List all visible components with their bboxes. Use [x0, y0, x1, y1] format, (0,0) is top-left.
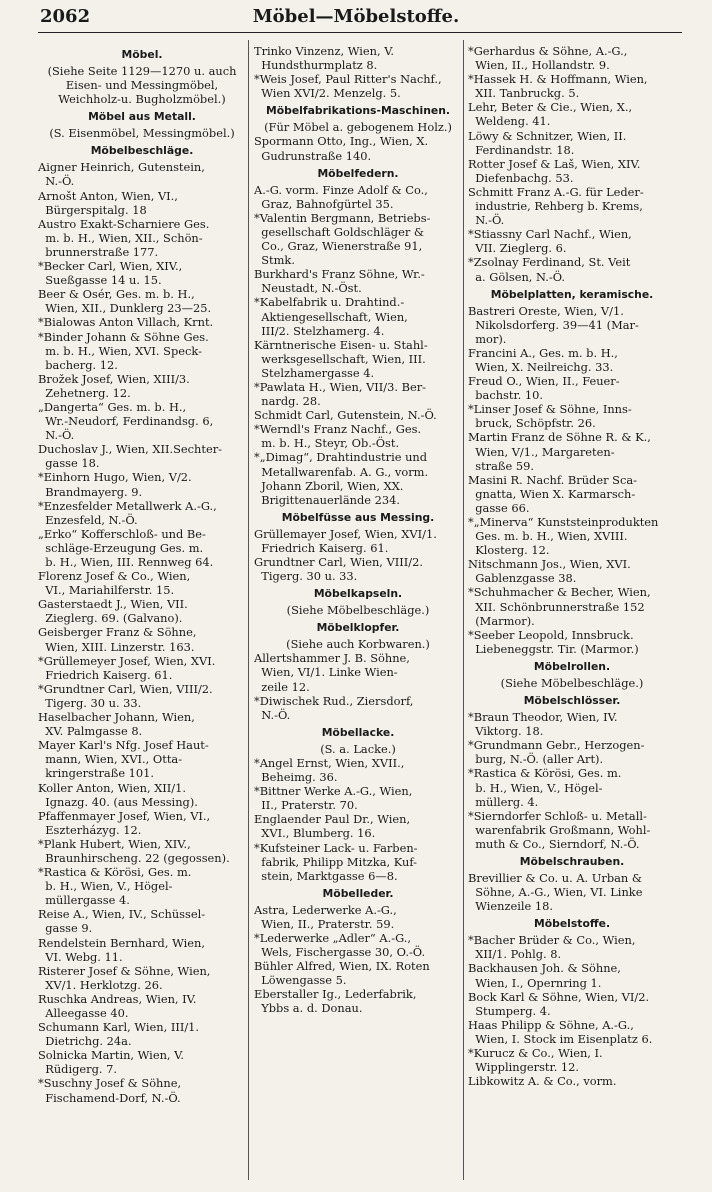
entry-line: *Seeber Leopold, Innsbruck. [468, 627, 634, 642]
entry-line: *Linser Josef & Söhne, Inns- [468, 402, 632, 417]
section-note: Weichholz-u. Bugholzmöbel.) [58, 92, 226, 107]
entry-line: *Schuhmacher & Becher, Wien, [468, 585, 651, 600]
entry-line: Wien, V/1., Margareten- [468, 444, 615, 459]
entry-line: Brevillier & Co. u. A. Urban & [468, 870, 643, 885]
entry-line: Tigerg. 30 u. 33. [38, 695, 142, 710]
column-divider [248, 40, 249, 1180]
entry-line: kringerstraße 101. [38, 766, 155, 781]
entry-line: Rotter Josef & Laš, Wien, XIV. [468, 156, 641, 171]
section-heading: Möbelkapseln. [313, 587, 403, 601]
entry-line: *Zsolnay Ferdinand, St. Veit [468, 255, 631, 270]
entry-line: a. Gölsen, N.-Ö. [468, 269, 566, 284]
section-note: Eisen- und Messingmöbel, [65, 78, 219, 93]
entry-line: Friedrich Kaiserg. 61. [38, 667, 173, 682]
entry-line: Beer & Osér, Ges. m. b. H., [38, 287, 195, 302]
entry-line: Duchoslav J., Wien, XII.Sechter- [38, 442, 222, 457]
entry-line: Wels, Fischergasse 30, O.-Ö. [254, 945, 426, 960]
entry-line: Florenz Josef & Co., Wien, [38, 569, 191, 584]
entry-line: Metallwarenfab. A. G., vorm. [254, 464, 429, 479]
entry-line: muth & Co., Sierndorf, N.-Ö. [468, 836, 640, 851]
entry-line: Zehetnerg. 12. [38, 385, 131, 400]
entry-line: *Sierndorfer Schloß- u. Metall- [468, 808, 647, 823]
entry-line: *Weis Josef, Paul Ritter's Nachf., [254, 72, 442, 87]
entry-line: *Bialowas Anton Villach, Krnt. [38, 315, 214, 330]
section-heading: Möbelfabrikations-Maschinen. [265, 104, 451, 118]
entry-line: Astra, Lederwerke A.-G., [254, 902, 397, 917]
entry-line: stein, Marktgasse 6—8. [254, 868, 398, 883]
entry-line: Gablenzgasse 38. [468, 571, 577, 586]
entry-line: II., Praterstr. 70. [254, 798, 358, 813]
entry-line: zeile 12. [254, 679, 310, 694]
entry-line: Weldeng. 41. [468, 114, 551, 129]
entry-line: Graz, Bahnofgürtel 35. [254, 196, 394, 211]
entry-line: (Marmor). [468, 613, 535, 628]
entry-line: VII. Zieglerg. 6. [468, 241, 567, 256]
entry-line: Bock Karl & Söhne, Wien, VI/2. [468, 989, 650, 1004]
entry-line: Mayer Karl's Nfg. Josef Haut- [38, 738, 209, 753]
entry-line: Burkhard's Franz Söhne, Wr.- [254, 267, 425, 282]
entry-line: Aktiengesellschaft, Wien, [254, 309, 408, 324]
entry-line: Wr.-Neudorf, Ferdinandsg. 6, [38, 414, 214, 429]
entry-line: bruck, Schöpfstr. 26. [468, 416, 596, 431]
entry-line: Hundsthurmplatz 8. [254, 58, 378, 73]
section-heading: Möbellacke. [321, 725, 395, 739]
entry-line: b. H., Wien, III. Rennweg 64. [38, 555, 214, 569]
entry-line: *Plank Hubert, Wien, XIV., [38, 836, 191, 851]
entry-line: Ges. m. b. H., Wien, XVIII. [468, 529, 628, 544]
entry-line: Lehr, Beter & Cie., Wien, X., [468, 100, 633, 115]
entry-line: Söhne, A.-G., Wien, VI. Linke [468, 885, 643, 900]
entry-line: Brandmayerg. 9. [38, 484, 143, 499]
entry-line: XII. Tanbruckg. 5. [468, 86, 580, 101]
entry-line: Neustadt, N.-Öst. [254, 281, 362, 296]
section-note: (S. a. Lacke.) [320, 741, 396, 756]
entry-line: Pfaffenmayer Josef, Wien, VI., [38, 808, 211, 823]
entry-line: Risterer Josef & Söhne, Wien, [38, 963, 211, 978]
entry-line: *Becker Carl, Wien, XIV., [38, 259, 183, 274]
entry-line: m. b. H., Wien, XII., Schön- [38, 230, 203, 245]
entry-line: Koller Anton, Wien, XII/1. [38, 780, 187, 795]
entry-line: *Gerhardus & Söhne, A.-G., [468, 44, 628, 58]
entry-line: Wien, II., Hollandstr. 9. [468, 58, 610, 73]
entry-line: bachstr. 10. [468, 388, 544, 403]
entry-line: gasse 66. [468, 500, 530, 515]
entry-line: Wien, I., Opernring 1. [468, 975, 602, 990]
entry-line: N.-Ö. [38, 174, 75, 189]
entry-line: Wienzeile 18. [468, 899, 553, 914]
entry-line: N.-Ö. [468, 213, 505, 228]
section-note: (Siehe Möbelbeschläge.) [286, 603, 430, 618]
entry-line: *Rastica & Körösi, Ges. m. [38, 865, 192, 880]
entry-line: b. H., Wien, V., Högel- [38, 879, 173, 894]
entry-line: *Angel Ernst, Wien, XVII., [254, 755, 405, 770]
entry-line: m. b. H., Wien, XVI. Speck- [38, 343, 202, 358]
entry-line: *Binder Johann & Söhne Ges. [38, 329, 209, 344]
entry-line: mann, Wien, XVI., Otta- [38, 752, 183, 767]
entry-line: XVI., Blumberg. 16. [254, 826, 376, 841]
entry-line: *Valentin Bergmann, Betriebs- [254, 210, 431, 225]
entry-line: mor). [468, 331, 507, 346]
section-note: (Siehe Möbelbeschläge.) [500, 675, 644, 690]
entry-line: Ferdinandstr. 18. [468, 142, 575, 157]
entry-line: Eberstaller Ig., Lederfabrik, [254, 987, 417, 1002]
entry-line: Wien, I. Stock im Eisenplatz 6. [468, 1031, 653, 1046]
running-title: Möbel—Möbelstoffe. [252, 6, 460, 27]
entry-line: *Stiassny Carl Nachf., Wien, [468, 227, 632, 242]
entry-line: *„Minerva“ Kunststeinprodukten [468, 515, 659, 529]
entry-line: Francini A., Ges. m. b. H., [468, 345, 618, 360]
entry-line: Wien XVI/2. Menzelg. 5. [254, 86, 401, 101]
entry-line: *Werndl's Franz Nachf., Ges. [254, 422, 422, 437]
entry-line: Ignazg. 40. (aus Messing). [38, 794, 198, 809]
entry-line: Haselbacher Johann, Wien, [38, 710, 195, 725]
entry-line: Gudrunstraße 140. [254, 148, 372, 163]
entry-line: Allertshammer J. B. Söhne, [254, 651, 410, 666]
section-note: (Siehe Seite 1129—1270 u. auch [47, 64, 237, 78]
entry-line: Martin Franz de Söhne R. & K., [468, 430, 651, 445]
entry-line: Stmk. [254, 253, 295, 268]
entry-line: Schumann Karl, Wien, III/1. [38, 1020, 200, 1035]
entry-line: *Grundtner Carl, Wien, VIII/2. [38, 681, 213, 696]
entry-line: *Kabelfabrik u. Drahtind.- [254, 295, 405, 310]
entry-line: burg, N.-Ö. (aller Art). [468, 752, 604, 767]
entry-line: *Braun Theodor, Wien, IV. [468, 710, 618, 725]
entry-line: Klosterg. 12. [468, 543, 550, 558]
section-heading: Möbelschlösser. [523, 694, 621, 708]
entry-line: Trinko Vinzenz, Wien, V. [254, 44, 395, 58]
entry-line: *Lederwerke „Adler“ A.-G., [254, 930, 411, 945]
section-heading: Möbel. [121, 48, 163, 61]
entry-line: gnatta, Wien X. Karmarsch- [468, 486, 636, 501]
entry-line: VI. Webg. 11. [38, 949, 123, 964]
section-heading: Möbelklopfer. [316, 621, 400, 635]
entry-line: *Enzesfelder Metallwerk A.-G., [38, 498, 217, 513]
entry-line: *„Dimag“, Drahtindustrie und [254, 450, 428, 465]
entry-line: Tigerg. 30 u. 33. [254, 569, 358, 584]
entry-line: *Bittner Werke A.-G., Wien, [254, 784, 413, 799]
entry-line: Braunhirscheng. 22 (gegossen). [38, 850, 230, 865]
entry-line: Haas Philipp & Söhne, A.-G., [468, 1017, 634, 1032]
entry-line: Freud O., Wien, II., Feuer- [468, 374, 620, 389]
entry-line: Wien, XIII. Linzerstr. 163. [38, 639, 195, 654]
entry-line: Co., Graz, Wienerstraße 91, [254, 239, 423, 254]
entry-line: Rendelstein Bernhard, Wien, [38, 935, 205, 950]
entry-line: *Bacher Brüder & Co., Wien, [468, 933, 636, 948]
entry-line: Schmitt Franz A.-G. für Leder- [468, 184, 644, 199]
entry-line: Stelzhamergasse 4. [254, 365, 375, 380]
entry-line: Eszterházyg. 12. [38, 822, 142, 837]
section-note: (S. Eisenmöbel, Messingmöbel.) [49, 126, 235, 141]
entry-line: *Einhorn Hugo, Wien, V/2. [38, 470, 192, 485]
entry-line: Dietrichg. 24a. [38, 1034, 132, 1049]
entry-line: Johann Zboril, Wien, XX. [254, 478, 404, 493]
entry-line: werksgesellschaft, Wien, III. [254, 351, 426, 366]
section-heading: Möbelfüsse aus Messing. [281, 510, 435, 524]
entry-line: Masini R. Nachf. Brüder Sca- [468, 472, 637, 487]
entry-line: XII. Schönbrunnerstraße 152 [468, 599, 645, 614]
entry-line: VI., Mariahilferstr. 15. [38, 583, 175, 598]
entry-line: Liebeneggstr. Tir. (Marmor.) [468, 641, 639, 656]
entry-line: Wipplingerstr. 12. [468, 1060, 580, 1075]
entry-line: *Diwischek Rud., Ziersdorf, [254, 693, 414, 708]
column-1 [38, 44, 246, 1172]
entry-line: III/2. Stelzhamerg. 4. [254, 323, 385, 338]
entry-line: *Kurucz & Co., Wien, I. [468, 1046, 603, 1060]
entry-line: Solnicka Martin, Wien, V. [38, 1048, 184, 1063]
page-number: 2062 [40, 6, 91, 27]
entry-line: *Hassek H. & Hoffmann, Wien, [468, 72, 648, 87]
entry-line: Bürgerspitalg. 18 [38, 202, 147, 217]
entry-line: Diefenbachg. 53. [468, 170, 574, 185]
entry-line: Aigner Heinrich, Gutenstein, [38, 160, 205, 175]
entry-line: Brožek Josef, Wien, XIII/3. [38, 371, 190, 386]
entry-line: müllergasse 4. [38, 893, 130, 908]
entry-line: industrie, Rehberg b. Krems, [468, 199, 643, 214]
entry-line: gesellschaft Goldschläger & [254, 224, 425, 239]
entry-line: Wien, VI/1. Linke Wien- [254, 665, 398, 680]
entry-line: A.-G. vorm. Finze Adolf & Co., [254, 182, 428, 197]
entry-line: Kärntnerische Eisen- u. Stahl- [254, 337, 428, 352]
section-heading: Möbelleder. [322, 886, 394, 900]
entry-line: „Dangerta“ Ges. m. b. H., [38, 399, 187, 414]
entry-line: Bastreri Oreste, Wien, V/1. [468, 303, 624, 318]
entry-line: Sueßgasse 14 u. 15. [38, 273, 162, 288]
entry-line: Backhausen Joh. & Söhne, [468, 961, 621, 976]
entry-line: straße 59. [468, 458, 534, 473]
entry-line: warenfabrik Großmann, Wohl- [468, 822, 651, 837]
entry-line: Nitschmann Jos., Wien, XVI. [468, 557, 631, 572]
entry-line: Rüdigerg. 7. [38, 1062, 117, 1077]
entry-line: *Grundmann Gebr., Herzogen- [468, 738, 645, 753]
entry-line: XII/1. Pohlg. 8. [468, 947, 562, 962]
entry-line: Wien, X. Neilreichg. 33. [468, 359, 614, 374]
section-heading: Möbelbeschläge. [90, 144, 194, 158]
entry-line: XV/1. Herklotzg. 26. [38, 977, 163, 992]
entry-line: „Erko“ Kofferschloß- und Be- [38, 526, 206, 541]
entry-line: *Grüllemeyer Josef, Wien, XVI. [38, 653, 216, 668]
entry-line: nardg. 28. [254, 394, 321, 409]
entry-line: Arnošt Anton, Wien, VI., [38, 188, 178, 203]
entry-line: Spormann Otto, Ing., Wien, X. [254, 134, 429, 149]
entry-line: Austro Exakt-Scharniere Ges. [38, 216, 210, 231]
entry-line: gasse 18. [38, 456, 100, 471]
entry-line: bacherg. 12. [38, 357, 118, 372]
section-heading: Möbelstoffe. [533, 917, 611, 931]
page-header [0, 0, 712, 40]
entry-line: Brigittenauerlände 234. [254, 492, 400, 507]
column-2 [254, 44, 462, 1172]
column-3 [468, 44, 676, 1172]
entry-line: Nikolsdorferg. 39—41 (Mar- [468, 317, 639, 332]
entry-line: b. H., Wien, V., Högel- [468, 780, 603, 795]
entry-line: gasse 9. [38, 921, 93, 936]
entry-line: schläge-Erzeugung Ges. m. [38, 540, 204, 555]
entry-line: Enzesfeld, N.-Ö. [38, 512, 138, 527]
entry-line: m. b. H., Steyr, Ob.-Öst. [254, 436, 400, 451]
entry-line: Englaender Paul Dr., Wien, [254, 812, 411, 827]
entry-line: *Pawlata H., Wien, VII/3. Ber- [254, 379, 427, 394]
entry-line: Viktorg. 18. [468, 724, 544, 739]
entry-line: N.-Ö. [38, 428, 75, 443]
entry-line: Geisberger Franz & Söhne, [38, 625, 197, 640]
section-heading: Möbelfedern. [317, 166, 399, 180]
entry-line: *Rastica & Körösi, Ges. m. [468, 766, 622, 781]
entry-line: brunnerstraße 177. [38, 244, 159, 259]
entry-line: fabrik, Philipp Mitzka, Kuf- [254, 854, 417, 869]
section-note: (Für Möbel a. gebogenem Holz.) [264, 120, 452, 135]
entry-line: Löwengasse 5. [254, 973, 347, 988]
entry-line: Schmidt Carl, Gutenstein, N.-Ö. [254, 408, 437, 423]
entry-line: müllerg. 4. [468, 794, 539, 809]
entry-line: Grundtner Carl, Wien, VIII/2. [254, 555, 423, 569]
section-heading: Möbelschrauben. [519, 854, 625, 868]
section-note: (Siehe auch Korbwaren.) [286, 637, 430, 652]
entry-line: Reise A., Wien, IV., Schüssel- [38, 907, 206, 922]
entry-line: Ruschka Andreas, Wien, IV. [38, 991, 197, 1006]
entry-line: *Suschny Josef & Söhne, [38, 1076, 182, 1091]
entry-line: Wien, II., Praterstr. 59. [254, 916, 395, 931]
entry-line: Ybbs a. d. Donau. [254, 1001, 363, 1016]
entry-line: Gasterstaedt J., Wien, VII. [38, 597, 188, 612]
section-heading: Möbel aus Metall. [88, 110, 196, 124]
entry-line: XV. Palmgasse 8. [38, 724, 143, 739]
entry-line: Alleegasse 40. [38, 1006, 129, 1020]
entry-line: Zieglerg. 69. (Galvano). [38, 611, 183, 626]
entry-line: *Kufsteiner Lack- u. Farben- [254, 840, 418, 855]
entry-line: Löwy & Schnitzer, Wien, II. [468, 128, 627, 143]
column-divider [463, 40, 464, 1180]
entry-line: Stumperg. 4. [468, 1003, 551, 1018]
section-heading: Möbelrollen. [533, 659, 611, 673]
entry-line: Fischamend-Dorf, N.-Ö. [38, 1090, 181, 1105]
entry-line: Libkowitz A. & Co., vorm. [468, 1074, 617, 1089]
entry-line: Wien, XII., Dunklerg 23—25. [38, 301, 212, 316]
entry-line: Grüllemayer Josef, Wien, XVI/1. [254, 526, 437, 541]
header-rule [38, 32, 682, 33]
entry-line: Friedrich Kaiserg. 61. [254, 540, 389, 555]
entry-line: Bühler Alfred, Wien, IX. Roten [254, 959, 430, 974]
entry-line: Beheimg. 36. [254, 770, 338, 785]
entry-line: N.-Ö. [254, 707, 291, 722]
section-heading: Möbelplatten, keramische. [490, 287, 654, 301]
